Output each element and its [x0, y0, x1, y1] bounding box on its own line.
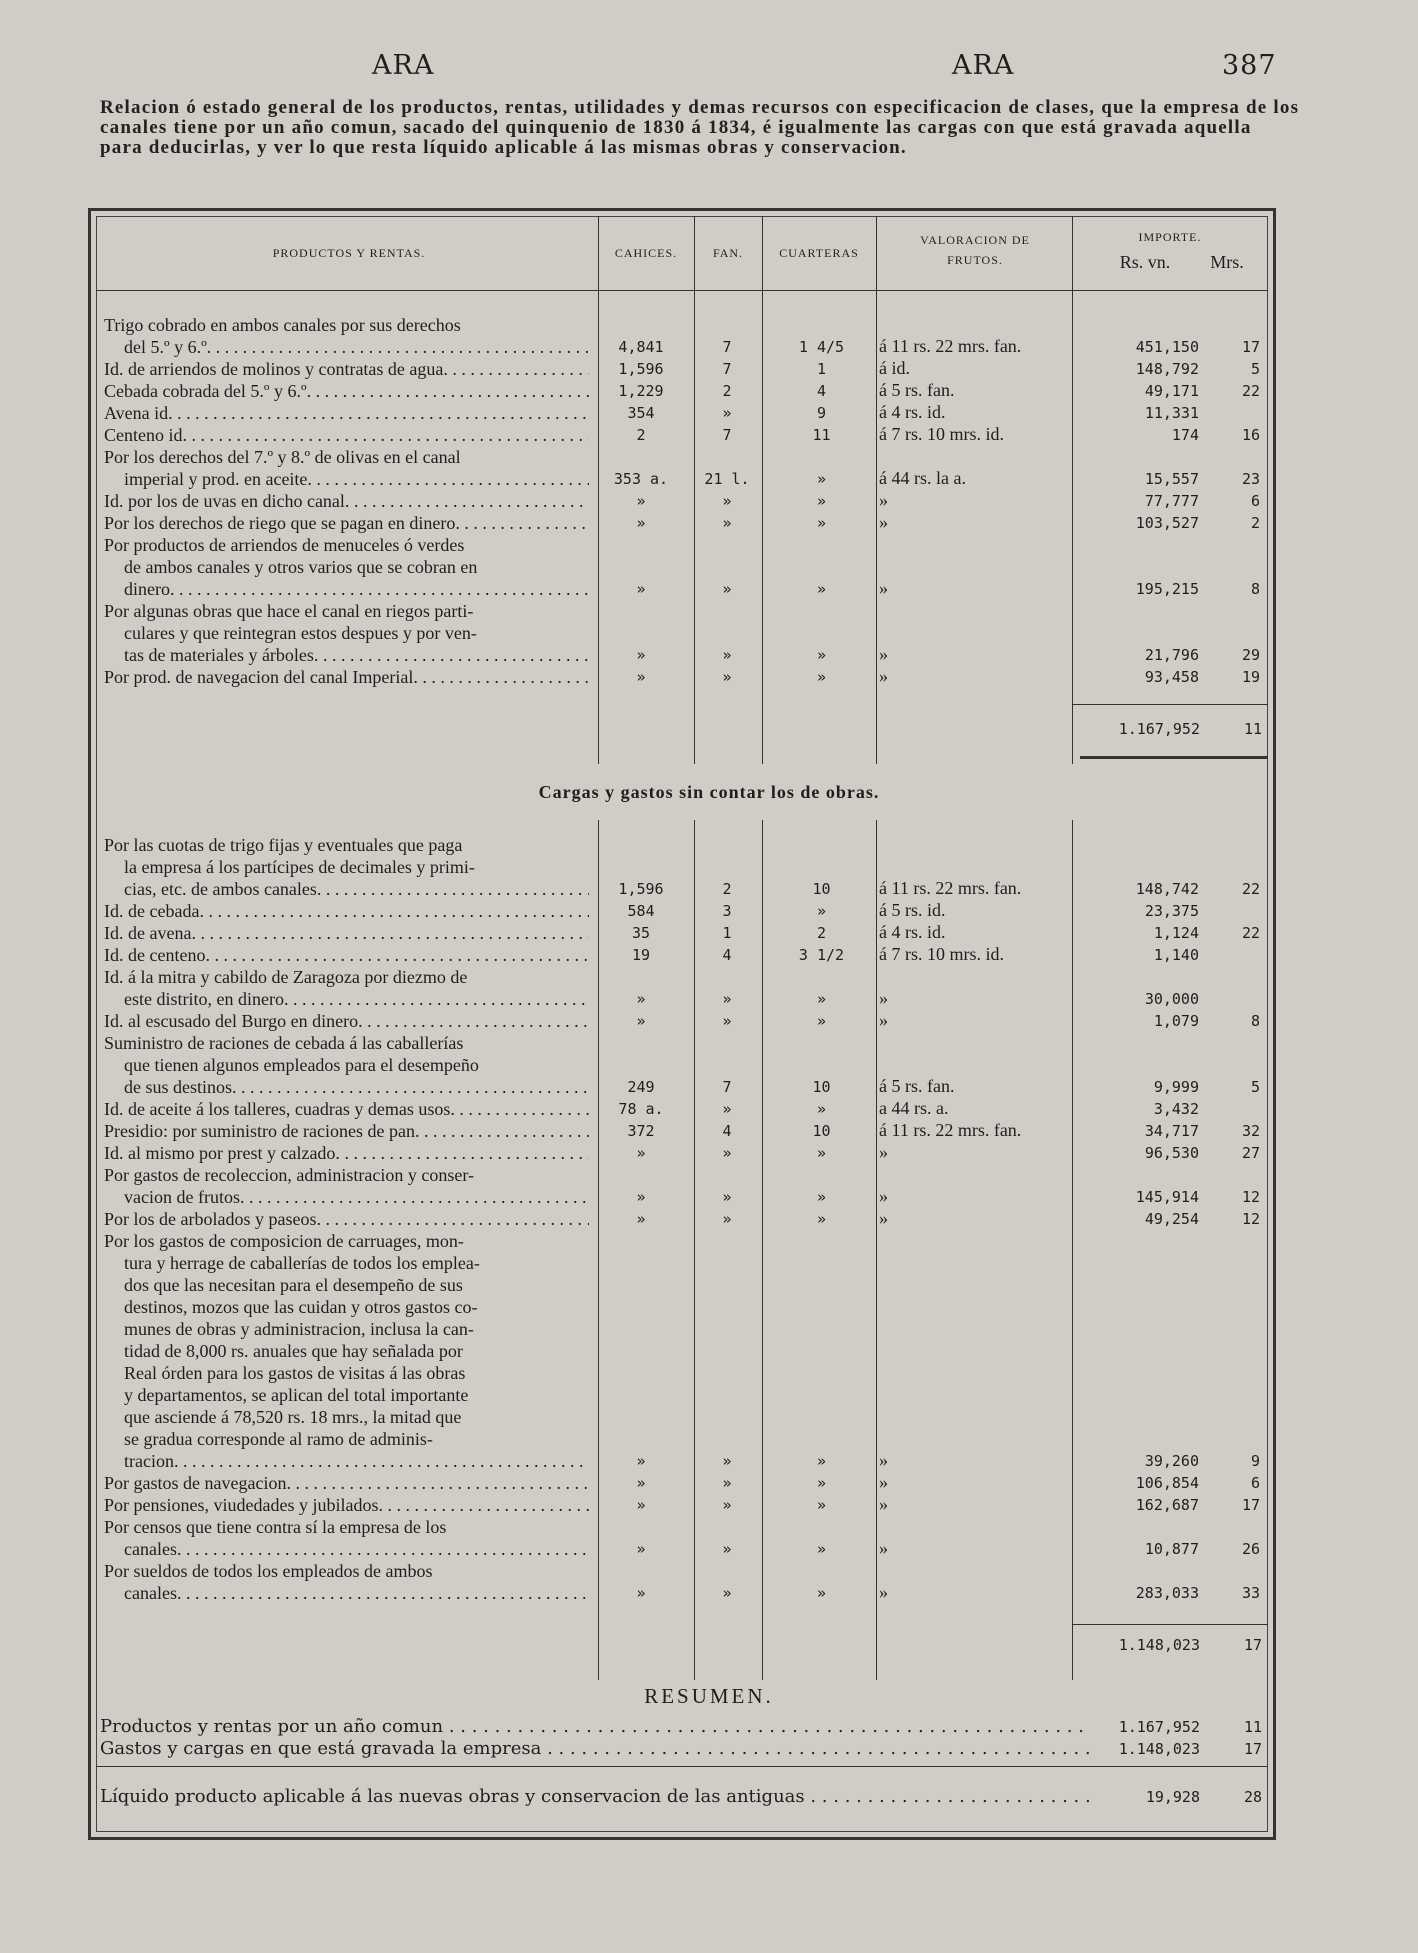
header-left: ARA	[372, 50, 435, 81]
cell-fan: 4	[722, 1122, 732, 1140]
cell-cuarteras: 11	[812, 426, 831, 444]
cell-fan: »	[722, 1474, 732, 1492]
header-center: ARA	[952, 50, 1015, 81]
cell-fan: »	[722, 646, 732, 664]
subtotal-rule	[1072, 1624, 1268, 1625]
label-line: Id. al mismo por prest y calzado. . . .	[104, 1142, 589, 1164]
cell-cuarteras: »	[816, 1540, 827, 1558]
cell-fan: »	[722, 1188, 732, 1206]
cell-valoracion: »	[879, 666, 888, 686]
cell-fan: »	[722, 514, 732, 532]
cell-mrs: 26	[1241, 1540, 1260, 1558]
cargas-row-values	[104, 1076, 1269, 1098]
col-cahices: CAHICES.	[614, 246, 678, 260]
cell-cuarteras: »	[816, 1188, 827, 1206]
cell-mrs: 6	[1250, 492, 1260, 510]
cell-rs: 49,171	[1144, 382, 1199, 400]
cell-rs: 21,796	[1144, 646, 1199, 664]
cell-fan: »	[722, 668, 732, 686]
cell-cahices: 78 a.	[618, 1100, 664, 1118]
cell-valoracion: a 44 rs. a.	[879, 1098, 949, 1118]
cargas-row-values	[104, 878, 1269, 900]
cell-cuarteras: »	[816, 1584, 827, 1602]
cell-cuarteras: »	[816, 580, 827, 598]
productos-row-values	[104, 380, 1269, 402]
cell-cahices: 1,229	[618, 382, 664, 400]
cell-fan: 1	[722, 924, 732, 942]
cell-rs: 15,557	[1144, 470, 1199, 488]
productos-row-values	[104, 424, 1269, 446]
cell-fan: 7	[722, 426, 732, 444]
cell-mrs: 6	[1250, 1474, 1260, 1492]
productos-row-values	[104, 666, 1269, 688]
cell-valoracion: »	[879, 1208, 888, 1228]
cell-cuarteras: »	[816, 1474, 827, 1492]
col-productos: PRODUCTOS Y RENTAS.	[272, 246, 426, 260]
cell-cahices: »	[636, 1584, 646, 1602]
cell-cahices: »	[636, 514, 646, 532]
subtotal-rule	[1072, 704, 1268, 705]
cell-mrs: 12	[1241, 1210, 1260, 1228]
cell-fan: »	[722, 1144, 732, 1162]
label-line: Id. á la mitra y cabildo de Zaragoza por diezmo de	[104, 967, 468, 987]
cell-cahices: »	[636, 1540, 646, 1558]
label-line: vacion de frutos. . . .	[104, 1186, 589, 1208]
cell-rs: 30,000	[1144, 990, 1199, 1008]
cell-cahices: »	[636, 1496, 646, 1514]
cell-rs: 174	[1171, 426, 1199, 444]
label-line: Avena id. . . .	[104, 402, 589, 424]
cell-fan: »	[722, 1496, 732, 1514]
cell-mrs: 17	[1241, 1496, 1260, 1514]
cargas-row-values	[104, 988, 1269, 1010]
resumen-liquido-rs: 19,928	[1145, 1788, 1200, 1806]
cell-rs: 93,458	[1144, 668, 1199, 686]
cell-rs: 148,792	[1135, 360, 1199, 378]
cell-cahices: 1,596	[618, 880, 664, 898]
cell-mrs: 23	[1241, 470, 1260, 488]
cell-valoracion: á 11 rs. 22 mrs. fan.	[879, 336, 1022, 356]
cell-valoracion: »	[879, 644, 888, 664]
label-line: dos que las necesitan para el desempeño de sus	[124, 1275, 463, 1295]
productos-row-values	[104, 402, 1269, 424]
cell-mrs: 8	[1250, 580, 1260, 598]
label-line: Centeno id. . . .	[104, 424, 589, 446]
cell-cahices: »	[636, 1452, 646, 1470]
cell-cuarteras: »	[816, 514, 827, 532]
cell-cuarteras: »	[816, 990, 827, 1008]
cargas-row-values	[104, 1120, 1269, 1142]
label-line: Por las cuotas de trigo fijas y eventuales que paga	[104, 835, 463, 855]
cell-fan: »	[722, 492, 732, 510]
label-line: munes de obras y administracion, inclusa la can-	[124, 1319, 474, 1339]
cell-mrs: 16	[1241, 426, 1260, 444]
cargas-row-values	[104, 944, 1269, 966]
label-line: Por prod. de navegacion del canal Imperial. . . .	[104, 666, 589, 688]
resumen-productos-mrs: 11	[1243, 1718, 1262, 1736]
label-line: dinero. . . .	[104, 578, 589, 600]
cell-fan: 2	[722, 382, 732, 400]
cell-fan: »	[722, 1100, 732, 1118]
cell-rs: 39,260	[1144, 1452, 1199, 1470]
cell-valoracion: á 5 rs. fan.	[879, 1076, 955, 1096]
cell-fan: »	[722, 580, 732, 598]
cell-rs: 106,854	[1135, 1474, 1199, 1492]
label-line: Por pensiones, viudedades y jubilados. . . .	[104, 1494, 589, 1516]
cell-rs: 49,254	[1144, 1210, 1199, 1228]
cell-valoracion: »	[879, 1538, 888, 1558]
cell-fan: 2	[722, 880, 732, 898]
cell-cuarteras: 1	[816, 360, 827, 378]
cell-rs: 10,877	[1144, 1540, 1199, 1558]
cell-cuarteras: »	[816, 470, 827, 488]
cargas-row-label	[104, 1230, 589, 1472]
cell-valoracion: á 7 rs. 10 mrs. id.	[879, 424, 1004, 444]
label-line: Id. por los de uvas en dicho canal. . . .	[104, 490, 589, 512]
label-line: Por sueldos de todos los empleados de ambos	[104, 1561, 433, 1581]
cell-cahices: »	[636, 1188, 646, 1206]
header-rule	[96, 290, 1268, 291]
label-line: Id. de centeno. . . .	[104, 944, 589, 966]
label-line: que asciende á 78,520 rs. 18 mrs., la mitad que	[124, 1407, 462, 1427]
cargas-row-values	[104, 1450, 1269, 1472]
cargas-row-values	[104, 1472, 1269, 1494]
cell-rs: 162,687	[1135, 1496, 1199, 1514]
label-line: Suministro de raciones de cebada á las caballerías	[104, 1033, 464, 1053]
cell-cuarteras: »	[816, 646, 827, 664]
cell-cahices: 4,841	[618, 338, 664, 356]
col-rs: Rs. vn.	[1119, 252, 1171, 272]
cell-mrs: 5	[1250, 1078, 1260, 1096]
cell-rs: 11,331	[1144, 404, 1199, 422]
cell-cahices: 1,596	[618, 360, 664, 378]
label-line: este distrito, en dinero. . . .	[104, 988, 589, 1010]
cell-valoracion: á 11 rs. 22 mrs. fan.	[879, 878, 1022, 898]
col-mrs: Mrs.	[1210, 252, 1244, 272]
label-line: Por gastos de navegacion. . . .	[104, 1472, 589, 1494]
cell-fan: »	[722, 1452, 732, 1470]
cargas-row-values	[104, 1142, 1269, 1164]
cell-mrs: 12	[1241, 1188, 1260, 1206]
cell-rs: 1,079	[1153, 1012, 1199, 1030]
label-line: Por algunas obras que hace el canal en riegos parti-	[104, 601, 474, 621]
cell-valoracion: á 5 rs. fan.	[879, 380, 955, 400]
cargas-row-values	[104, 1208, 1269, 1230]
cell-cahices: »	[636, 646, 646, 664]
label-line: Por los derechos del 7.º y 8.º de olivas en el canal	[104, 447, 461, 467]
cell-mrs: 22	[1241, 880, 1260, 898]
label-line: canales. . . .	[104, 1582, 589, 1604]
cell-cahices: 584	[627, 902, 655, 920]
cell-cahices: »	[636, 1144, 646, 1162]
cell-rs: 145,914	[1135, 1188, 1199, 1206]
cell-valoracion: »	[879, 1494, 888, 1514]
cell-fan: 7	[722, 1078, 732, 1096]
cell-cuarteras: »	[816, 1144, 827, 1162]
label-line: de sus destinos. . . .	[104, 1076, 589, 1098]
cell-cuarteras: 9	[816, 404, 827, 422]
label-line: canales. . . .	[104, 1538, 589, 1560]
cell-cahices: 35	[631, 924, 651, 942]
cell-cahices: »	[636, 1474, 646, 1492]
label-line: de ambos canales y otros varios que se cobran en	[124, 557, 478, 577]
cell-valoracion: »	[879, 988, 888, 1008]
cell-mrs: 17	[1241, 338, 1260, 356]
cargas-row-values	[104, 1186, 1269, 1208]
label-line: Id. de aceite á los talleres, cuadras y demas usos. . . .	[104, 1098, 589, 1120]
resumen-liquido-mrs: 28	[1243, 1788, 1262, 1806]
cargas-title: Cargas y gastos sin contar los de obras.	[538, 782, 880, 802]
cell-cuarteras: 10	[812, 1078, 831, 1096]
col-importe: IMPORTE.	[1138, 230, 1202, 244]
label-line: tidad de 8,000 rs. anuales que hay señalada por	[124, 1341, 463, 1361]
label-line: Id. al escusado del Burgo en dinero. . . .	[104, 1010, 589, 1032]
cell-rs: 34,717	[1144, 1122, 1199, 1140]
productos-row-values	[104, 468, 1269, 490]
resumen-productos-rs: 1.167,952	[1118, 1718, 1200, 1736]
cell-valoracion: »	[879, 1010, 888, 1030]
cell-cuarteras: »	[816, 1210, 827, 1228]
cell-valoracion: á 5 rs. id.	[879, 900, 946, 920]
cell-cuarteras: 2	[816, 924, 827, 942]
label-line: tracion. . . .	[104, 1450, 589, 1472]
cell-cahices: 249	[627, 1078, 655, 1096]
cell-valoracion: »	[879, 490, 888, 510]
cargas-row-values	[104, 1494, 1269, 1516]
cell-cuarteras: 4	[816, 382, 827, 400]
cell-cuarteras: »	[816, 1496, 827, 1514]
cell-valoracion: »	[879, 578, 888, 598]
label-line: Por los gastos de composicion de carruages, mon-	[104, 1231, 464, 1251]
cell-valoracion: á id.	[879, 358, 910, 378]
label-line: cias, etc. de ambos canales. . . .	[104, 878, 589, 900]
cell-fan: 7	[722, 360, 732, 378]
cell-cuarteras: »	[816, 1100, 827, 1118]
label-line: Real órden para los gastos de visitas á las obras	[124, 1363, 466, 1383]
cell-valoracion: á 44 rs. la a.	[879, 468, 966, 488]
label-line: imperial y prod. en aceite. . . .	[104, 468, 589, 490]
cell-fan: »	[722, 1540, 732, 1558]
cargas-row-values	[104, 1582, 1269, 1604]
label-line: Por los de arbolados y paseos. . . .	[104, 1208, 589, 1230]
label-line: Trigo cobrado en ambos canales por sus derechos	[104, 315, 461, 335]
cargas-row-values	[104, 922, 1269, 944]
label-line: Por gastos de recoleccion, administracion y conser-	[104, 1165, 475, 1185]
productos-row-values	[104, 512, 1269, 534]
cell-rs: 3,432	[1153, 1100, 1199, 1118]
cell-fan: »	[722, 1210, 732, 1228]
cell-fan: »	[722, 990, 732, 1008]
label-line: culares y que reintegran estos despues y por ven-	[124, 623, 477, 643]
cell-valoracion: á 7 rs. 10 mrs. id.	[879, 944, 1004, 964]
label-line: Por productos de arriendos de menuceles ó verdes	[104, 535, 465, 555]
cell-valoracion: á 4 rs. id.	[879, 922, 946, 942]
cell-mrs: 33	[1241, 1584, 1260, 1602]
label-line: del 5.º y 6.º. . . .	[104, 336, 589, 358]
label-line: Por los derechos de riego que se pagan en dinero. . . .	[104, 512, 589, 534]
cargas-row-values	[104, 1538, 1269, 1560]
cell-fan: »	[722, 404, 732, 422]
label-line: Id. de cebada. . . .	[104, 900, 589, 922]
cell-fan: 7	[722, 338, 732, 356]
cell-cuarteras: »	[816, 1452, 827, 1470]
cell-cuarteras: »	[816, 1012, 827, 1030]
cell-cahices: 354	[627, 404, 655, 422]
cell-rs: 148,742	[1135, 880, 1199, 898]
cell-mrs: 8	[1250, 1012, 1260, 1030]
cell-valoracion: »	[879, 512, 888, 532]
cell-rs: 96,530	[1144, 1144, 1199, 1162]
cell-cahices: 372	[627, 1122, 655, 1140]
resumen-title: RESUMEN.	[644, 1684, 774, 1708]
col-cuarteras: CUARTERAS	[779, 246, 859, 260]
cell-cuarteras: »	[816, 668, 827, 686]
cell-fan: »	[722, 1584, 732, 1602]
label-line: Id. de arriendos de molinos y contratas de agua. . . .	[104, 358, 589, 380]
productos-row-values	[104, 336, 1269, 358]
cargas-total-mrs: 17	[1243, 1636, 1262, 1654]
cell-rs: 1,140	[1153, 946, 1199, 964]
resumen-gastos-mrs: 17	[1243, 1740, 1262, 1758]
cell-valoracion: á 11 rs. 22 mrs. fan.	[879, 1120, 1022, 1140]
cell-cahices: »	[636, 1012, 646, 1030]
cell-cahices: »	[636, 1210, 646, 1228]
cell-cahices: »	[636, 990, 646, 1008]
cell-cahices: 2	[636, 426, 646, 444]
cell-valoracion: á 4 rs. id.	[879, 402, 946, 422]
label-line: que tienen algunos empleados para el desempeño	[124, 1055, 479, 1075]
label-line: y departamentos, se aplican del total importante	[124, 1385, 469, 1405]
cell-cuarteras: 10	[812, 1122, 831, 1140]
resumen-productos: Productos y rentas por un año comun . . .	[100, 1716, 1090, 1737]
cell-cuarteras: 3 1/2	[798, 946, 845, 964]
col-fan: FAN.	[712, 246, 744, 260]
productos-row-values	[104, 358, 1269, 380]
cargas-row-values	[104, 900, 1269, 922]
cell-mrs: 32	[1241, 1122, 1260, 1140]
productos-total-mrs: 11	[1243, 720, 1262, 738]
label-line: la empresa á los partícipes de decimales y primi-	[124, 857, 475, 877]
cell-rs: 23,375	[1144, 902, 1199, 920]
cell-fan: 4	[722, 946, 732, 964]
label-line: tura y herrage de caballerías de todos los emplea-	[124, 1253, 480, 1273]
cell-cuarteras: 10	[812, 880, 831, 898]
label-line: destinos, mozos que las cuidan y otros gastos co-	[124, 1297, 478, 1317]
cell-fan: 3	[722, 902, 732, 920]
cell-fan: 21 l.	[704, 470, 750, 488]
cell-cahices: »	[636, 492, 646, 510]
resumen-rule	[96, 1766, 1268, 1767]
productos-row-values	[104, 644, 1269, 666]
cell-valoracion: »	[879, 1450, 888, 1470]
label-line: Id. de avena. . . .	[104, 922, 589, 944]
intro-paragraph: Relacion ó estado general de los productos, rentas, utilidades y demas recursos con especificacion de clases, que la empresa de los canales tiene por un año comun, sacado del quinquenio de 1830 á 1834, é igualmente las cargas con que está gravada aquella para deducirlas, y ver lo que resta líquido aplicable á las mismas obras y conservacion.	[100, 97, 1300, 158]
cell-mrs: 22	[1241, 382, 1260, 400]
label-line: Cebada cobrada del 5.º y 6.º. . . .	[104, 380, 589, 402]
cargas-total: 1.148,023	[1118, 1636, 1200, 1654]
cell-cuarteras: 1 4/5	[798, 338, 845, 356]
productos-row-values	[104, 490, 1269, 512]
productos-row-values	[104, 578, 1269, 600]
cell-mrs: 9	[1250, 1452, 1260, 1470]
cell-cahices: »	[636, 668, 646, 686]
cell-rs: 451,150	[1135, 338, 1199, 356]
cell-rs: 1,124	[1153, 924, 1199, 942]
cell-mrs: 19	[1241, 668, 1260, 686]
cell-mrs: 22	[1241, 924, 1260, 942]
cell-mrs: 29	[1241, 646, 1260, 664]
cell-rs: 283,033	[1135, 1584, 1199, 1602]
cell-valoracion: »	[879, 1472, 888, 1492]
cargas-row-values	[104, 1010, 1269, 1032]
cell-cuarteras: »	[816, 492, 827, 510]
cell-rs: 9,999	[1153, 1078, 1199, 1096]
cargas-row-values	[104, 1098, 1269, 1120]
cell-valoracion: »	[879, 1582, 888, 1602]
col-valoracion: VALORACION DE FRUTOS.	[920, 233, 1030, 267]
cell-rs: 195,215	[1135, 580, 1199, 598]
cell-mrs: 27	[1241, 1144, 1260, 1162]
cell-mrs: 2	[1250, 514, 1260, 532]
page-number: 387	[1222, 50, 1277, 81]
cell-fan: »	[722, 1012, 732, 1030]
cell-valoracion: »	[879, 1186, 888, 1206]
cell-rs: 103,527	[1135, 514, 1199, 532]
total-double-rule	[1080, 756, 1268, 759]
cell-cuarteras: »	[816, 902, 827, 920]
resumen-gastos: Gastos y cargas en que está gravada la empresa . . .	[100, 1738, 1090, 1759]
cell-cahices: 19	[631, 946, 651, 964]
cell-cahices: 353 a.	[613, 470, 669, 488]
resumen-gastos-rs: 1.148,023	[1118, 1740, 1200, 1758]
label-line: Presidio: por suministro de raciones de pan. . . .	[104, 1120, 589, 1142]
cell-mrs: 5	[1250, 360, 1260, 378]
label-line: tas de materiales y árboles. . . .	[104, 644, 589, 666]
productos-total: 1.167,952	[1118, 720, 1200, 738]
cell-rs: 77,777	[1144, 492, 1199, 510]
cell-cahices: »	[636, 580, 646, 598]
cell-valoracion: »	[879, 1142, 888, 1162]
resumen-liquido: Líquido producto aplicable á las nuevas obras y conservacion de las antiguas . . .	[100, 1786, 1090, 1807]
label-line: se gradua corresponde al ramo de adminis-	[124, 1429, 433, 1449]
label-line: Por censos que tiene contra sí la empresa de los	[104, 1517, 447, 1537]
